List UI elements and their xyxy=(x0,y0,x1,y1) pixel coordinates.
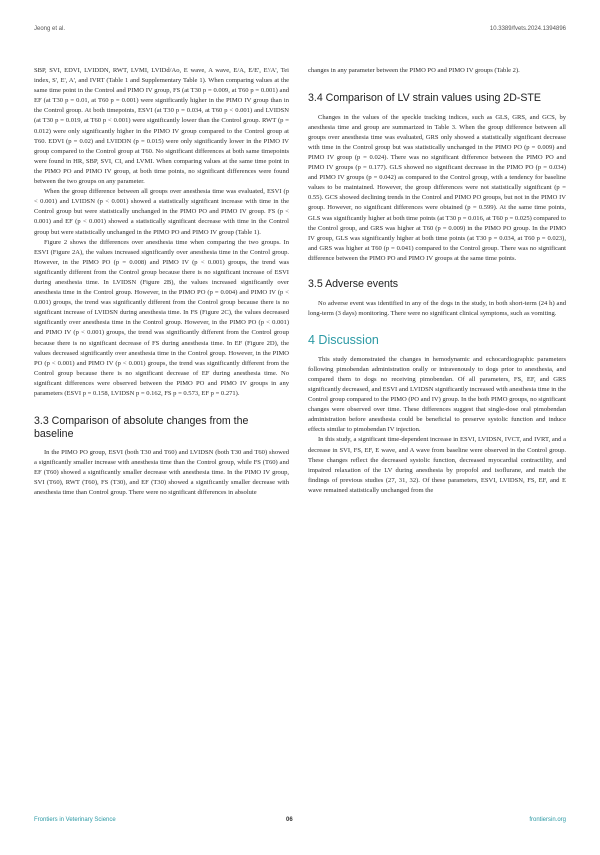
body-paragraph: changes in any parameter between the PIMO PO and PIMO IV groups (Table 2). xyxy=(308,67,520,74)
body-paragraph: This study demonstrated the changes in hemodynamic and echocardiographic parameters following pimobendan administration orally or intravenously to dogs prior to anesthesia, and compared them to dogs no receiving pimobendan. Of all parameters, FS, EF, and GRS significantly decreased, and ESVI and LVIDSN significantly increased with anesthesia time in the Control group compared to the PIMO (PO and IV) group. In the both PIMO groups, no significant changes were observed over time. These differences suggest that single-dose oral pimobendan administration before anesthesia could be beneficial to preserve systolic function and induce effects similar to pimobendan IV injection. xyxy=(308,355,566,434)
body-paragraph: Changes in the values of the speckle tracking indices, such as GLS, GRS, and GCS, by anesthesia time and group are summarized in Table 3. When the group difference between all groups over anesthesia time was evaluated, GRS only showed a statistically significant decrease with time in the Control group but was statistically unchanged in the PIMO PO (p = 0.009) and PIMO IV group (p = 0.024). There was no significant difference between the PIMO PO and PIMO IV groups (p = 0.177). GLS showed no significant decrease in the PIMO PO (p = 0.034) and PIMO IV groups (p = 0.042) as compared to the Control group, with a tendency for baseline values to be maintained. However, the group differences were not statistically significant (p = 0.55). GCS showed declining trends in the Control and PIMO PO groups, but not in the PIMO IV group. However, no significant differences were obtained (p = 0.599). At the same time points, GLS was significantly higher at both time points (at T30 p = 0.016, at T60 p = 0.025) compared to the Control group, and GRS was higher at T60 (p = 0.009) in the PIMO PO group. In the PIMO IV group, GLS was significantly higher at both time points (at T30 p = 0.034, at T60 p = 0.023), and GRS was higher at T60 (p = 0.041) compared to the Control group. There was no significant difference between the PIMO PO and PIMO IV groups at the same time points. xyxy=(308,113,566,262)
body-paragraph: No adverse event was identified in any of the dogs in the study, in both short-term (24 h) and long-term (3 days) monitoring. There were no significant clinical symptoms, such as vomiting. xyxy=(308,299,566,317)
section-heading-3-5: 3.5 Adverse events xyxy=(308,278,399,290)
running-header-authors: Jeong et al. xyxy=(34,26,66,32)
body-paragraph: Figure 2 shows the differences over anesthesia time when comparing the two groups. In ESVI (Figure 2A), the values increased significantly over anesthesia time in the Control group. However, in the PIMO PO (p = 0.008) and PIMO IV (p < 0.001) groups, the trend was significantly different from the Control group because there is no significant increase of ESVI during anesthesia time. In LVIDSN (Figure 2B), the values increased significantly over anesthesia time in the Control group. However, in the PIMO PO (p = 0.004) and PIMO IV (p < 0.001) groups, the trend was significantly different from the Control group because there is no significant increase of LVIDSN during anesthesia time. In FS (Figure 2C), the values decreased significantly over anesthesia time in the Control group. However, in the PIMO PO (p < 0.001) and PIMO IV (p < 0.001) groups, the trend was significantly different from the Control group because there is no significant decrease of FS during anesthesia time. In EF (Figure 2D), the values decreased significantly over anesthesia time in the Control group. However, in the PIMO PO (p < 0.001) and PIMO IV (p < 0.001) groups, the trend was significantly different from the Control group because there is no significant decrease of EF during anesthesia time. No significant differences were observed between the PIMO PO and PIMO IV groups in any parameters (ESVI p = 0.158, LVIDSN p = 0.162, FS p = 0.573, EF p = 0.271). xyxy=(34,238,289,397)
right-column xyxy=(308,66,566,496)
body-paragraph: In this study, a significant time-dependent increase in ESVI, LVIDSN, IVCT, and IVRT, and a decrease in SVI, FS, EF, E wave, and A wave from baseline were observed in the Control group. These changes reflect the decreased systolic function, decreased myocardial contractility, and impaired relaxation of the LV during anesthesia by propofol and isoflurane, and match the findings of previous studies (27, 31, 32). Of these parameters, ESVI, LVIDSN, FS, EF, and E wave remained statistically unchanged from the xyxy=(308,436,566,494)
left-column xyxy=(34,66,289,499)
running-header-doi[interactable]: 10.3389/fvets.2024.1394896 xyxy=(489,26,566,32)
body-paragraph: In the PIMO PO group, ESVI (both T30 and T60) and LVIDSN (both T30 and T60) showed a significantly smaller increase with anesthesia time than the Control group, while FS (T60) and EF (T60) showed a significantly smaller decrease with anesthesia time. In the PIMO IV group, SVI (T60), RWT (T60), FS (T30), and EF (T30) showed a significantly smaller decrease with anesthesia time than Control group. There were no significant differences in absolute xyxy=(34,449,289,497)
section-heading-3-4: 3.4 Comparison of LV strain values using 2D-STE xyxy=(308,92,541,105)
body-paragraph: SBP, SVI, EDVI, LVIDDN, RWT, LVMI, LVIDd/Ao, E wave, A wave, E/A, E/E', E'/A', Tei index, S', E', A', and IVRT (Table 1 and Supplementary Table 1). When comparing values at the same time point in the Control and PIMO IV group, FS (at T30 p = 0.009, at T60 p = 0.001) and EF (at T30 p = 0.01, at T60 p = 0.001) were significantly higher in the PIMO IV group than in the Control group. At both timepoints, ESVI (at T30 p = 0.034, at T60 p < 0.001) and LVIDSN (at T30 p = 0.019, at T60 p < 0.001) were significantly lower than the Control group. RWT (p = 0.012) were only significantly higher in the PIMO IV group compared to the Control group at T60. EDVI (p = 0.02) and LVIDDN (p = 0.015) were only significantly lower in the PIMO IV group compared to the Control group at T60. No significant differences at both same timepoints were found in HR, SBP, SVI, CI, and LVMI. When comparing values at the same time point in the PIMO PO and PIMO IV group, at both time points, no significant differences were found between the two groups on any parameter. xyxy=(34,67,289,186)
footer-site-link[interactable]: frontiersin.org xyxy=(529,817,566,823)
section-heading-3-3: 3.3 Comparison of absolute changes from the baseline xyxy=(34,415,249,440)
body-paragraph: When the group difference between all groups over anesthesia time was evaluated, ESVI (p < 0.001) and LVIDSN (p < 0.001) showed a statistically significant increase with time in the Control group but were statistically unchanged in the PIMO PO and PIMO IV group. FS (p < 0.001) and EF (p < 0.001) showed a statistically significant decrease with time in the Control group but were statistically unchanged in the PIMO PO and PIMO IV group (Table 1). xyxy=(34,188,289,236)
section-heading-discussion: 4 Discussion xyxy=(308,332,379,347)
footer-journal-name[interactable]: Frontiers in Veterinary Science xyxy=(34,817,116,823)
footer-page-number: 06 xyxy=(286,817,293,823)
